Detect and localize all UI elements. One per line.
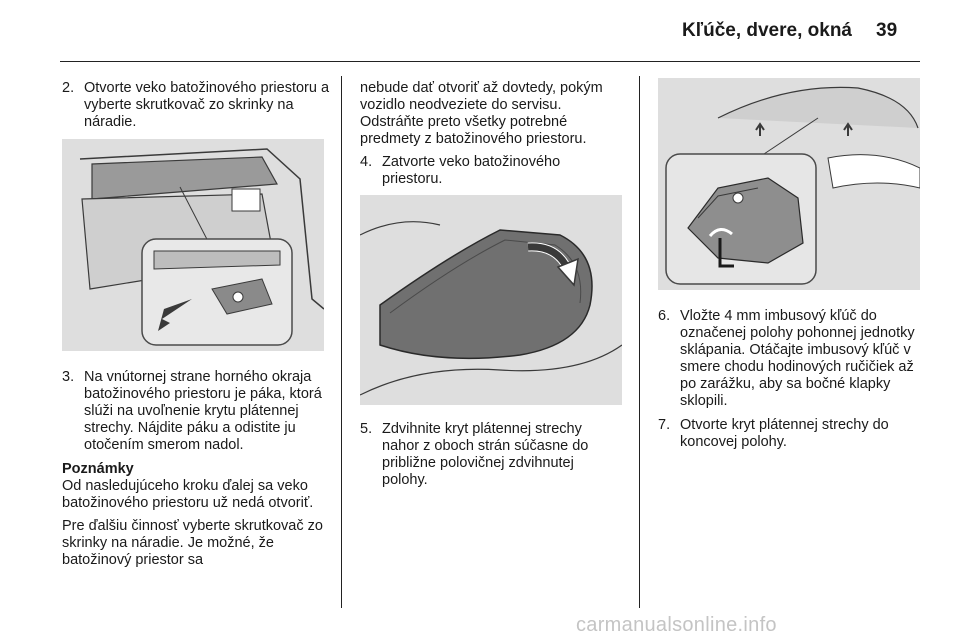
drive-unit-drawing [658,78,920,290]
column-2 [360,80,622,496]
page-title: Kľúče, dvere, okná [682,20,852,41]
step-7 [658,417,920,451]
header-rule [60,61,920,62]
note-title: Poznámky [62,461,134,477]
step-4 [360,154,622,188]
step-number: 4. [360,154,373,170]
step-number: 7. [658,417,671,433]
paragraph: Pre ďalšiu činnosť vyberte skrutkovač zo skrinky na náradie. Je možné, že batožinový priestor sa [62,518,323,568]
step-6 [658,308,920,410]
step-text: Zatvorte veko batožinového priestoru. [382,154,561,187]
step-text: Zdvihnite kryt plátennej strechy nahor z oboch strán súčasne do približne polovičnej zdvihnutej polohy. [382,421,589,488]
trunk-lever-drawing [62,139,324,351]
step-number: 2. [62,80,75,96]
column-divider-1 [341,76,342,608]
column-1 [62,80,330,575]
step-text: Otvorte veko batožinového priestoru a vyberte skrutkovač zo skrinky na náradie. [84,80,330,130]
step-5 [360,421,622,489]
step-text: Vložte 4 mm imbusový kľúč do označenej polohy pohonnej jednotky sklápania. Otáčajte imbusový kľúč v smere chodu hodinových ručičiek až po zarážku, aby sa bočné klapky sklopili. [680,308,915,409]
step-number: 5. [360,421,373,437]
column-3 [658,80,920,458]
step-text: Na vnútornej strane horného okraja batožinového priestoru je páka, ktorá slúži na uvoľnenie krytu plátennej strechy. Nájdite páku a odistite ju otočením smerom nadol. [84,369,322,453]
note-text: Od nasledujúceho kroku ďalej sa veko batožinového priestoru už nedá otvoriť. [62,478,314,511]
step-2 [62,80,330,131]
trunk-lever-illustration [62,139,324,351]
column-divider-2 [639,76,640,608]
roof-cover-drawing [360,195,622,405]
hex-key-drive-illustration [658,78,920,290]
watermark: carmanualsonline.info [576,614,777,636]
page-number: 39 [876,20,898,41]
continuation-text: nebude dať otvoriť až dovtedy, pokým vozidlo neodveziete do servisu. Odstráňte preto všetky potrebné predmety z batožinového priestoru. [360,80,603,147]
step-number: 3. [62,369,75,385]
step-3 [62,369,330,454]
step-text: Otvorte kryt plátennej strechy do koncovej polohy. [680,417,889,450]
step-number: 6. [658,308,671,324]
roof-cover-lift-illustration [360,195,622,405]
